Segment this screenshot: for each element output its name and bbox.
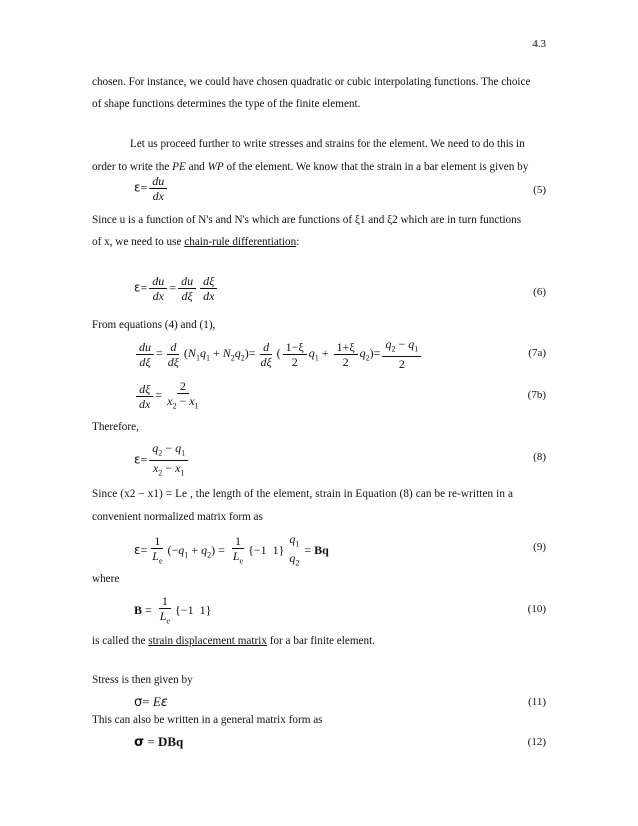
paragraph-line: order to write the PE and WP of the element. We know that the strain in a bar element is given by — [92, 161, 529, 173]
strain-displacement-link[interactable]: strain displacement matrix — [148, 635, 267, 647]
paragraph-line: Stress is then given by — [92, 674, 193, 686]
paragraph-line: chosen. For instance, we could have chosen quadratic or cubic interpolating functions. The choice — [92, 76, 531, 88]
equation-number-6: (6) — [533, 286, 546, 298]
paragraph-line: convenient normalized matrix form as — [92, 511, 263, 523]
chain-rule-link[interactable]: chain-rule differentiation — [184, 236, 297, 248]
page-number: 4.3 — [532, 38, 546, 50]
paragraph-line: From equations (4) and (1), — [92, 319, 216, 331]
paragraph-line: is called the strain displacement matrix for a bar finite element. — [92, 635, 376, 647]
paragraph-line: of x, we need to use chain-rule differentiation: — [92, 236, 300, 248]
paragraph-line: Therefore, — [92, 421, 139, 433]
equation-5: ε= $\frac{du}{dx}$ — [134, 174, 169, 203]
equation-number-5: (5) — [533, 184, 546, 196]
equation-number-10: (10) — [527, 603, 546, 615]
equation-6: ε= $\frac{du}{dx}$ = $\frac{du}{d\xi}$ $\frac{d\xi}{dx}$ — [134, 274, 219, 303]
paragraph-line: Since (x2 − x1) = Le , the length of the element, strain in Equation (8) can be re-written in a — [92, 488, 514, 500]
equation-9: ε= $\frac{1}{L_e}$ $(-q_1 + q_2)$ = $\frac{1}{L_e}$ {−1 1} $q_1$ $q_2$ = Bq — [134, 532, 329, 568]
equation-10: B = $\frac{1}{L_e}$ {−1 1} — [134, 594, 212, 626]
paragraph-line: Let us proceed further to write stresses and strains for the element. We need to do this in — [130, 138, 525, 150]
paragraph-line: This can also be written in a general matrix form as — [92, 714, 323, 726]
equation-12: σ = DBq — [134, 734, 184, 750]
paragraph-line: where — [92, 573, 120, 585]
equation-number-9: (9) — [533, 541, 546, 553]
equation-number-12: (12) — [527, 736, 546, 748]
equation-7a: $\frac{du}{d\xi}$ = $\frac{d}{d\xi}$ $(N_1q_1 + N_2q_2)=$ $\frac{d}{d\xi}$ ( $\frac{1-\xi}{2}$ $q_1$ + $\frac{1+\xi}{2}$ $q_2)=$ $\frac{q_2 - q_1}{2}$ — [134, 337, 423, 371]
equation-7b: $\frac{d\xi}{dx}$ = $\frac{2}{x_2 - x_1}$ — [134, 379, 204, 413]
equation-number-11: (11) — [528, 696, 546, 708]
equation-8: ε= $\frac{q_2 - q_1}{x_2 - x_1}$ — [134, 441, 190, 481]
paragraph-line: Since u is a function of N's and N's which are functions of ξ1 and ξ2 which are in turn functions — [92, 214, 522, 226]
equation-number-8: (8) — [533, 451, 546, 463]
equation-number-7a: (7a) — [528, 347, 546, 359]
equation-11: σ= Eε — [134, 694, 168, 710]
paragraph-line: of shape functions determines the type of the finite element. — [92, 98, 361, 110]
equation-number-7b: (7b) — [527, 389, 546, 401]
